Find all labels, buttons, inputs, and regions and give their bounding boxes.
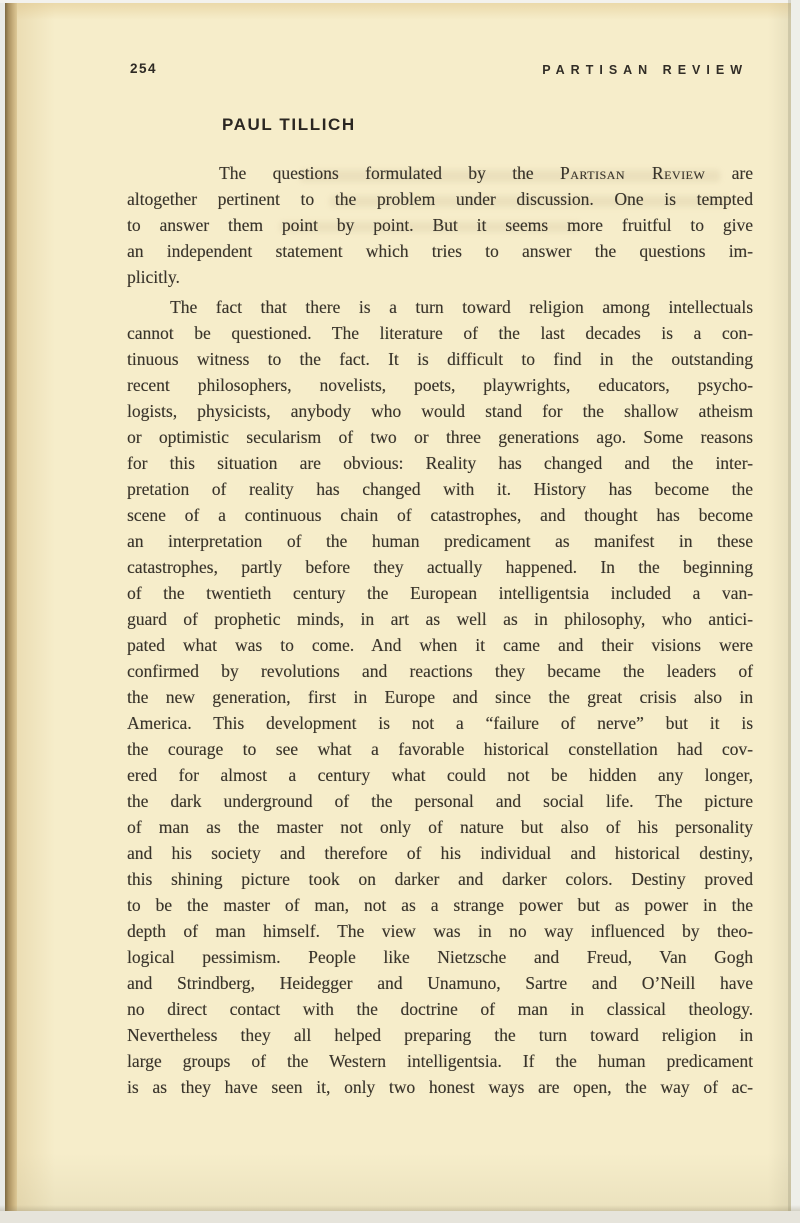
- text-segment: large groups of the Western intelligentsia. If the human predicament: [127, 1051, 753, 1071]
- text-segment: confirmed by revolutions and reactions they became the leaders of: [127, 661, 753, 681]
- text-line: [127, 264, 753, 290]
- scan-edge-right: [791, 0, 800, 1223]
- text-line: [127, 684, 753, 710]
- article-body: [127, 160, 753, 1100]
- text-segment: plicitly.: [127, 267, 180, 287]
- text-line: [127, 186, 753, 212]
- text-segment: The fact that there is a turn toward religion among intellectuals: [170, 297, 753, 317]
- text-line: [127, 372, 753, 398]
- text-segment: the dark underground of the personal and social life. The picture: [127, 791, 753, 811]
- text-line: [127, 502, 753, 528]
- text-segment: The questions formulated by the: [219, 163, 560, 183]
- text-line: [127, 606, 753, 632]
- text-segment: the courage to see what a favorable historical constellation had cov-: [127, 739, 753, 759]
- text-segment: tinuous witness to the fact. It is difficult to find in the outstanding: [127, 349, 753, 369]
- text-segment: no direct contact with the doctrine of man in classical theology.: [127, 999, 753, 1019]
- text-segment: of man as the master not only of nature but also of his personality: [127, 817, 753, 837]
- book-gutter-edge: [5, 0, 17, 1223]
- text-line: [127, 736, 753, 762]
- text-line: [127, 1074, 753, 1100]
- text-segment: catastrophes, partly before they actually happened. In the beginning: [127, 557, 753, 577]
- journal-name-smallcaps: Partisan Review: [559, 163, 706, 183]
- text-line: [127, 528, 753, 554]
- text-segment: altogether pertinent to the problem under discussion. One is tempted: [127, 189, 753, 209]
- text-line: [127, 996, 753, 1022]
- text-line: [127, 450, 753, 476]
- text-line: [127, 918, 753, 944]
- text-line: [127, 1022, 753, 1048]
- text-segment: or optimistic secularism of two or three generations ago. Some reasons: [127, 427, 753, 447]
- text-line: [127, 788, 753, 814]
- text-segment: recent philosophers, novelists, poets, playwrights, educators, psycho-: [127, 375, 753, 395]
- text-segment: guard of prophetic minds, in art as well as in philosophy, who antici-: [127, 609, 753, 629]
- text-segment: cannot be questioned. The literature of the last decades is a con-: [127, 323, 753, 343]
- text-line: [127, 580, 753, 606]
- text-segment: this shining picture took on darker and darker colors. Destiny proved: [127, 869, 753, 889]
- text-segment: is as they have seen it, only two honest ways are open, the way of ac-: [127, 1077, 753, 1097]
- text-segment: pretation of reality has changed with it. History has become the: [127, 479, 753, 499]
- text-line: [127, 212, 753, 238]
- text-segment: America. This development is not a “failure of nerve” but it is: [127, 713, 753, 733]
- text-segment: scene of a continuous chain of catastrophes, and thought has become: [127, 505, 753, 525]
- text-line: [127, 398, 753, 424]
- text-segment: logical pessimism. People like Nietzsche and Freud, Van Gogh: [127, 947, 753, 967]
- text-line: [127, 238, 753, 264]
- text-segment: ered for almost a century what could not be hidden any longer,: [127, 765, 753, 785]
- text-segment: depth of man himself. The view was in no way influenced by theo-: [127, 921, 753, 941]
- running-head-journal-title: PARTISAN REVIEW: [542, 63, 748, 77]
- text-line: [127, 814, 753, 840]
- text-segment: are: [705, 163, 753, 183]
- text-segment: of the twentieth century the European intelligentsia included a van-: [127, 583, 753, 603]
- text-line: [127, 294, 753, 320]
- text-line: [127, 866, 753, 892]
- text-segment: an independent statement which tries to answer the questions im-: [127, 241, 753, 261]
- text-line: [127, 892, 753, 918]
- text-line: [127, 1048, 753, 1074]
- text-segment: and his society and therefore of his individual and historical destiny,: [127, 843, 753, 863]
- text-segment: to answer them point by point. But it seems more fruitful to give: [127, 215, 753, 235]
- page-number: 254: [130, 61, 158, 76]
- text-line: [127, 346, 753, 372]
- text-segment: pated what was to come. And when it came and their visions were: [127, 635, 753, 655]
- text-segment: an interpretation of the human predicament as manifest in these: [127, 531, 753, 551]
- text-line: [127, 944, 753, 970]
- scan-edge-top: [0, 0, 800, 3]
- text-segment: and Strindberg, Heidegger and Unamuno, Sartre and O’Neill have: [127, 973, 753, 993]
- text-line: [127, 840, 753, 866]
- text-segment: Nevertheless they all helped preparing the turn toward religion in: [127, 1025, 753, 1045]
- text-segment: for this situation are obvious: Reality has changed and the inter-: [127, 453, 753, 473]
- author-heading: PAUL TILLICH: [222, 115, 356, 134]
- text-line: [127, 476, 753, 502]
- text-line: [127, 160, 753, 186]
- text-segment: the new generation, first in Europe and since the great crisis also in: [127, 687, 753, 707]
- text-line: [127, 424, 753, 450]
- scan-edge-bottom: [0, 1211, 800, 1223]
- text-line: [127, 970, 753, 996]
- text-line: [127, 710, 753, 736]
- text-line: [127, 632, 753, 658]
- text-line: [127, 320, 753, 346]
- text-segment: to be the master of man, not as a strange power but as power in the: [127, 895, 753, 915]
- text-line: [127, 762, 753, 788]
- text-segment: logists, physicists, anybody who would stand for the shallow atheism: [127, 401, 753, 421]
- text-line: [127, 658, 753, 684]
- text-line: [127, 554, 753, 580]
